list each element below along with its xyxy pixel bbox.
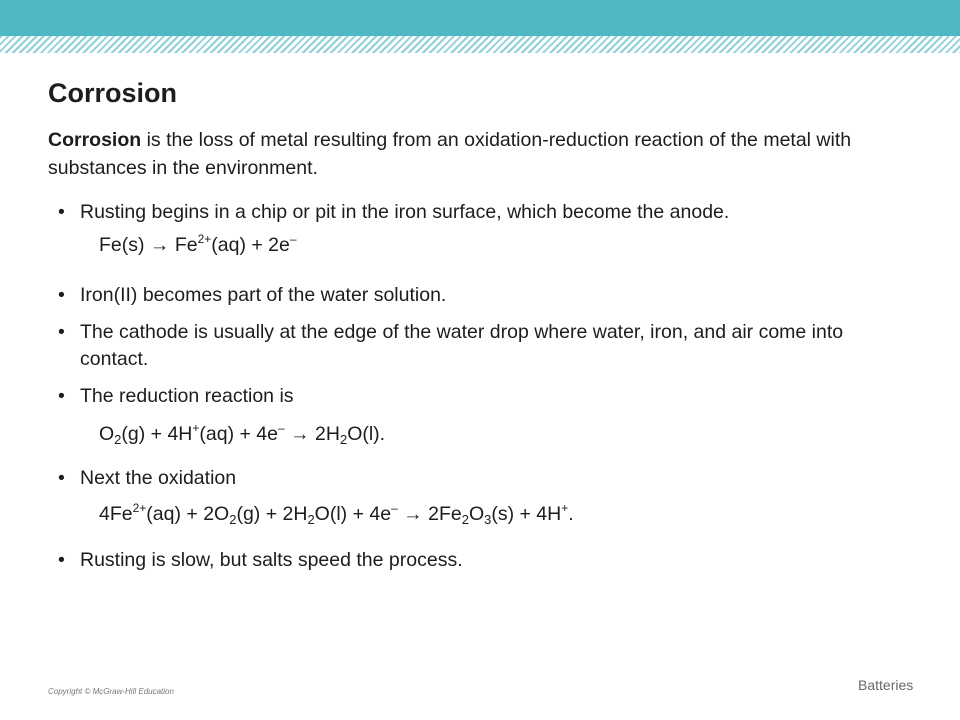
bullet-dot: • [58,467,65,489]
intro-paragraph [48,126,908,182]
equation-anode: $Fe(s) \to Fe^{2+}(aq) + 2e^-$ [99,232,297,256]
header-band [0,0,960,36]
bullet-text: Rusting is slow, but salts speed the process. [80,549,463,571]
copyright-notice: Copyright © McGraw-Hill Education [48,687,174,696]
intro-text: is the loss of metal resulting from an oxidation-reduction reaction of the metal with substances in the environment. [48,129,852,179]
bullet-item [58,282,898,309]
bullet-text: Iron(II) becomes part of the water solution. [80,284,447,306]
intro-term: Corrosion [48,129,142,151]
bullet-dot: • [58,284,65,306]
bullet-text: The reduction reaction is [80,385,294,407]
bullet-item [58,199,898,226]
section-label: Batteries [858,677,914,693]
bullet-text: The cathode is usually at the edge of the water drop where water, iron, and air come into contact. [80,321,844,370]
header-hatch-stripe [0,36,960,53]
bullet-dot: • [58,201,65,223]
bullet-dot: • [58,321,65,343]
bullet-text: Next the oxidation [80,467,237,489]
bullet-dot: • [58,549,65,571]
bullet-item [58,547,898,574]
bullet-item [58,383,898,410]
bullet-item [58,465,898,492]
slide-title: Corrosion [48,78,178,108]
bullet-text: Rusting begins in a chip or pit in the iron surface, which become the anode. [80,201,730,223]
equation-oxidation: $4Fe^{2+}(aq) + 2O_2(g) + 2H_2O(l) + 4e^- \to 2Fe_2O_3(s) + 4H^+$. [99,501,574,527]
equation-reduction: $O_2(g) + 4H^+(aq) + 4e^- \to 2H_2O(l)$. [99,421,386,447]
bullet-dot: • [58,385,65,407]
bullet-item [58,319,898,373]
